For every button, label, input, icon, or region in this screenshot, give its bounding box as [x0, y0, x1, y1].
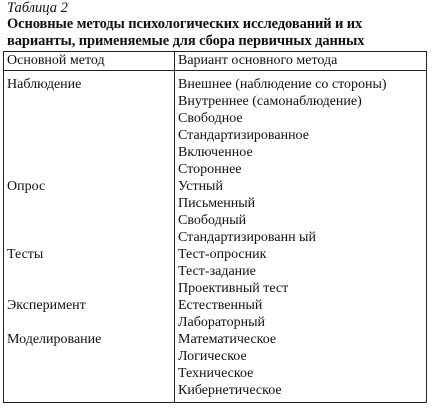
header-method-variant: Вариант основного метода — [178, 53, 338, 68]
column-divider — [174, 51, 175, 403]
variant-item: Стороннее — [178, 162, 242, 177]
variant-item: Внутреннее (самонаблюдение) — [178, 94, 362, 109]
variant-item: Свободное — [178, 111, 243, 126]
header-main-method: Основной метод — [7, 53, 105, 68]
variant-item: Письменный — [178, 196, 256, 211]
variant-item: Устный — [178, 179, 223, 194]
variant-item: Лабораторный — [178, 315, 266, 330]
table-title-line-1: Основные методы психологических исследований и их — [7, 16, 363, 32]
method-survey: Опрос — [7, 179, 46, 194]
variant-item: Естественный — [178, 298, 263, 313]
variant-item: Тест-опросник — [178, 247, 267, 262]
method-tests: Тесты — [7, 247, 44, 262]
variant-item: Математическое — [178, 332, 277, 347]
variant-item: Проективный тест — [178, 281, 289, 296]
variant-item: Включенное — [178, 145, 253, 160]
method-experiment: Эксперимент — [7, 298, 86, 313]
variant-item: Внешнее (наблюдение со стороны) — [178, 77, 387, 92]
table-title-line-2: варианты, применяемые для сбора первичных данных — [7, 33, 365, 49]
header-divider — [3, 70, 427, 71]
variant-item: Логическое — [178, 349, 247, 364]
table-title — [7, 16, 427, 50]
variant-item: Стандартизированн ый — [178, 230, 316, 245]
variant-item: Свободный — [178, 213, 247, 228]
method-observation: Наблюдение — [7, 77, 82, 92]
variant-item: Кибернетическое — [178, 383, 282, 398]
table-caption: Таблица 2 — [7, 0, 68, 16]
variant-item: Стандартизированное — [178, 128, 309, 143]
variant-item: Тест-задание — [178, 264, 256, 279]
method-modeling: Моделирование — [7, 332, 102, 347]
variant-item: Техническое — [178, 366, 254, 381]
